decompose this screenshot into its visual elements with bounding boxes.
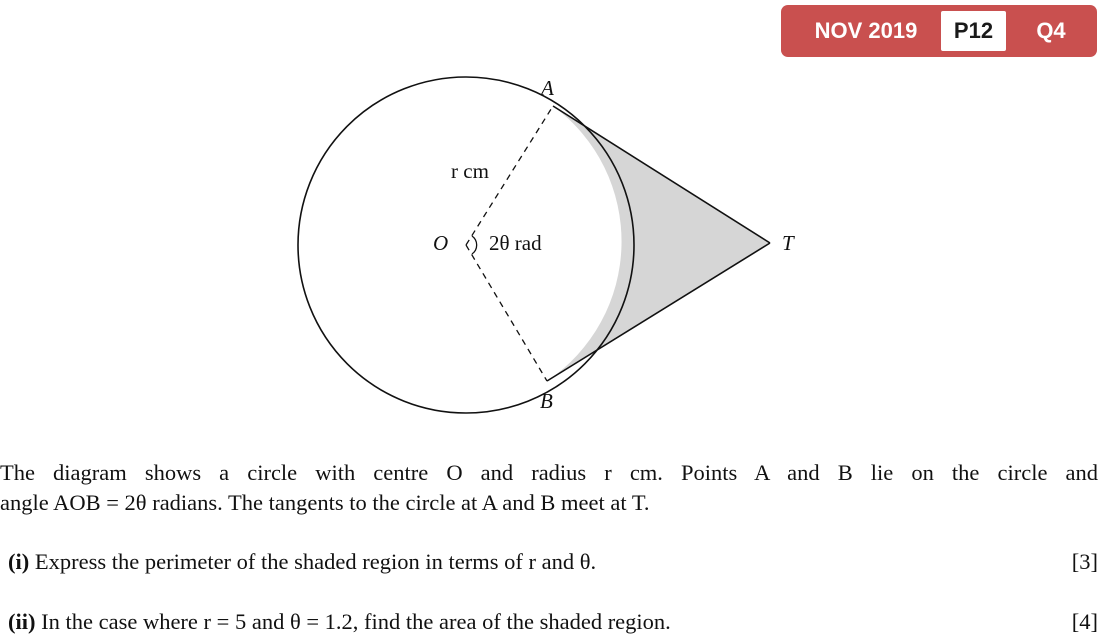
label-T: T bbox=[782, 231, 794, 255]
intro-line-2: angle AOB = 2θ radians. The tangents to the circle at A and B meet at T. bbox=[0, 490, 650, 515]
label-angle: 2θ rad bbox=[489, 231, 542, 255]
part-marks: [4] bbox=[1071, 609, 1098, 634]
part-number: (ii) bbox=[8, 609, 36, 634]
part-number: (i) bbox=[8, 549, 30, 574]
question-number-label: Q4 bbox=[1036, 18, 1066, 43]
label-A: A bbox=[541, 76, 554, 100]
question-part-i bbox=[8, 549, 1098, 575]
question-part-ii bbox=[8, 609, 1098, 635]
part-marks: [3] bbox=[1071, 549, 1098, 574]
label-radius: r cm bbox=[451, 159, 489, 183]
part-text: In the case where r = 5 and θ = 1.2, find the area of the shaded region. bbox=[41, 609, 671, 634]
label-O: O bbox=[433, 231, 449, 255]
session-label: NOV 2019 bbox=[814, 18, 918, 43]
intro-line-1: The diagram shows a circle with centre O and radius r cm. Points A and B lie on the circle and bbox=[0, 460, 1098, 485]
angle-arc bbox=[472, 236, 477, 254]
question-intro bbox=[0, 458, 1100, 518]
shaded-region bbox=[547, 106, 770, 381]
part-text: Express the perimeter of the shaded region in terms of r and θ. bbox=[34, 549, 597, 574]
radius-OB bbox=[466, 245, 547, 381]
paper-label: P12 bbox=[941, 11, 1006, 51]
label-B: B bbox=[540, 389, 553, 413]
